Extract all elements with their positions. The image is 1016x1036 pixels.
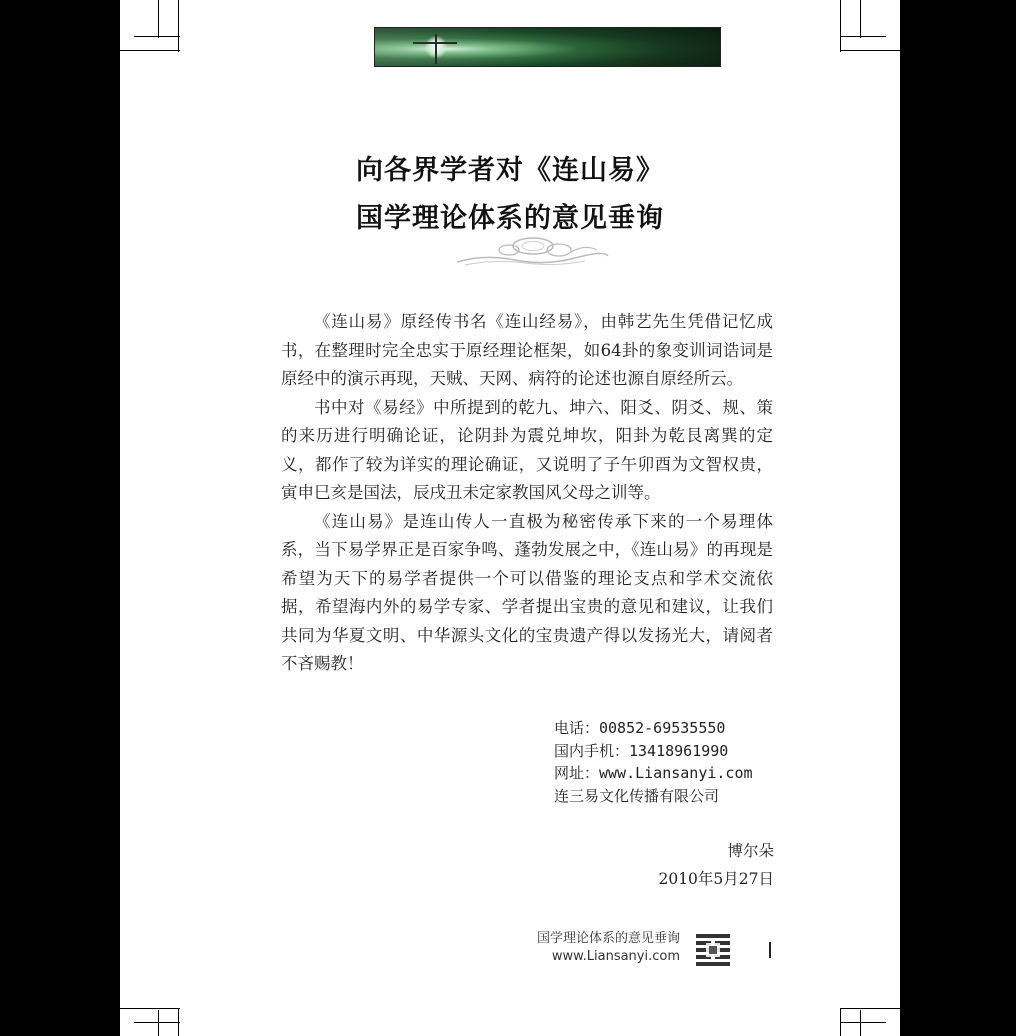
crop-mark-bottom-right-v	[860, 1010, 861, 1036]
paragraph: 书中对《易经》中所提到的乾九、坤六、阳爻、阴爻、规、策的来历进行明确论证，论阴卦为震兑坤坎，阳卦为乾艮离巽的定义，都作了较为详实的理论确证，又说明了子午卯酉为文智权贵，寅申巳亥是国法，辰戌丑未定家教国风父母之训等。	[281, 397, 773, 502]
crop-mark-bottom-right-h	[840, 1022, 886, 1023]
paragraph: 《连山易》原经传书名《连山经易》，由韩艺先生凭借记忆成书，在整理时完全忠实于原经理论框架，如64卦的象变训词诰词是原经中的演示再现，天贼、天网、病符的论述也源自原经所云。	[281, 312, 773, 388]
page-title-line-1: 向各界学者对《连山易》	[356, 155, 664, 186]
body-text	[281, 308, 773, 679]
crop-mark-bottom-left-v	[158, 1010, 159, 1036]
crop-mark-bottom-left-h2	[120, 1008, 180, 1009]
crop-mark-top-right-h2	[840, 50, 900, 51]
crop-mark-bottom-right-v2	[840, 1008, 841, 1036]
header-banner-image	[374, 27, 721, 67]
banner-sheen	[375, 28, 720, 66]
crop-mark-top-left-h	[134, 36, 180, 37]
signature-name: 博尔朵	[727, 842, 774, 860]
crop-mark-bottom-right-h2	[840, 1008, 900, 1009]
page-footer	[460, 930, 680, 966]
crop-mark-top-left-v2	[178, 0, 179, 52]
crop-mark-top-right-v2	[840, 0, 841, 52]
crop-mark-top-right-h	[840, 36, 886, 37]
paragraph: 《连山易》是连山传人一直极为秘密传承下来的一个易理体系，当下易学界正是百家争鸣、蓬勃发展之中，《连山易》的再现是希望为天下的易学者提供一个可以借鉴的理论支点和学术交流依据，希望海内外的易学专家、学者提出宝贵的意见和建议，让我们共同为华夏文明、中华源头文化的宝贵遗产得以发扬光大，请阅者不吝赐教！	[281, 511, 773, 673]
crop-mark-top-left-v	[158, 0, 159, 38]
crop-mark-bottom-left-h	[134, 1022, 180, 1023]
document-page	[120, 0, 900, 1036]
footer-title: 国学理论体系的意见垂询	[536, 931, 680, 946]
contact-mobile: 国内手机：13418961990	[554, 741, 729, 760]
signature-date: 2010年5月27日	[658, 870, 774, 888]
crop-mark-top-left-h2	[120, 50, 180, 51]
page-number-mark	[769, 942, 771, 958]
crop-mark-top-right-v	[860, 0, 861, 38]
contact-company: 连三易文化传播有限公司	[554, 786, 720, 805]
contact-website: 网址：www.Liansanyi.com	[554, 764, 753, 782]
page-title-line-2: 国学理论体系的意见垂询	[356, 203, 664, 234]
crop-mark-bottom-left-v2	[178, 1008, 179, 1036]
contact-phone: 电话：00852-69535550	[554, 719, 726, 737]
contact-block	[554, 717, 753, 807]
cloud-ornament-icon	[455, 232, 610, 268]
publisher-logo-icon	[695, 932, 731, 968]
footer-url: www.Liansanyi.com	[551, 949, 680, 964]
